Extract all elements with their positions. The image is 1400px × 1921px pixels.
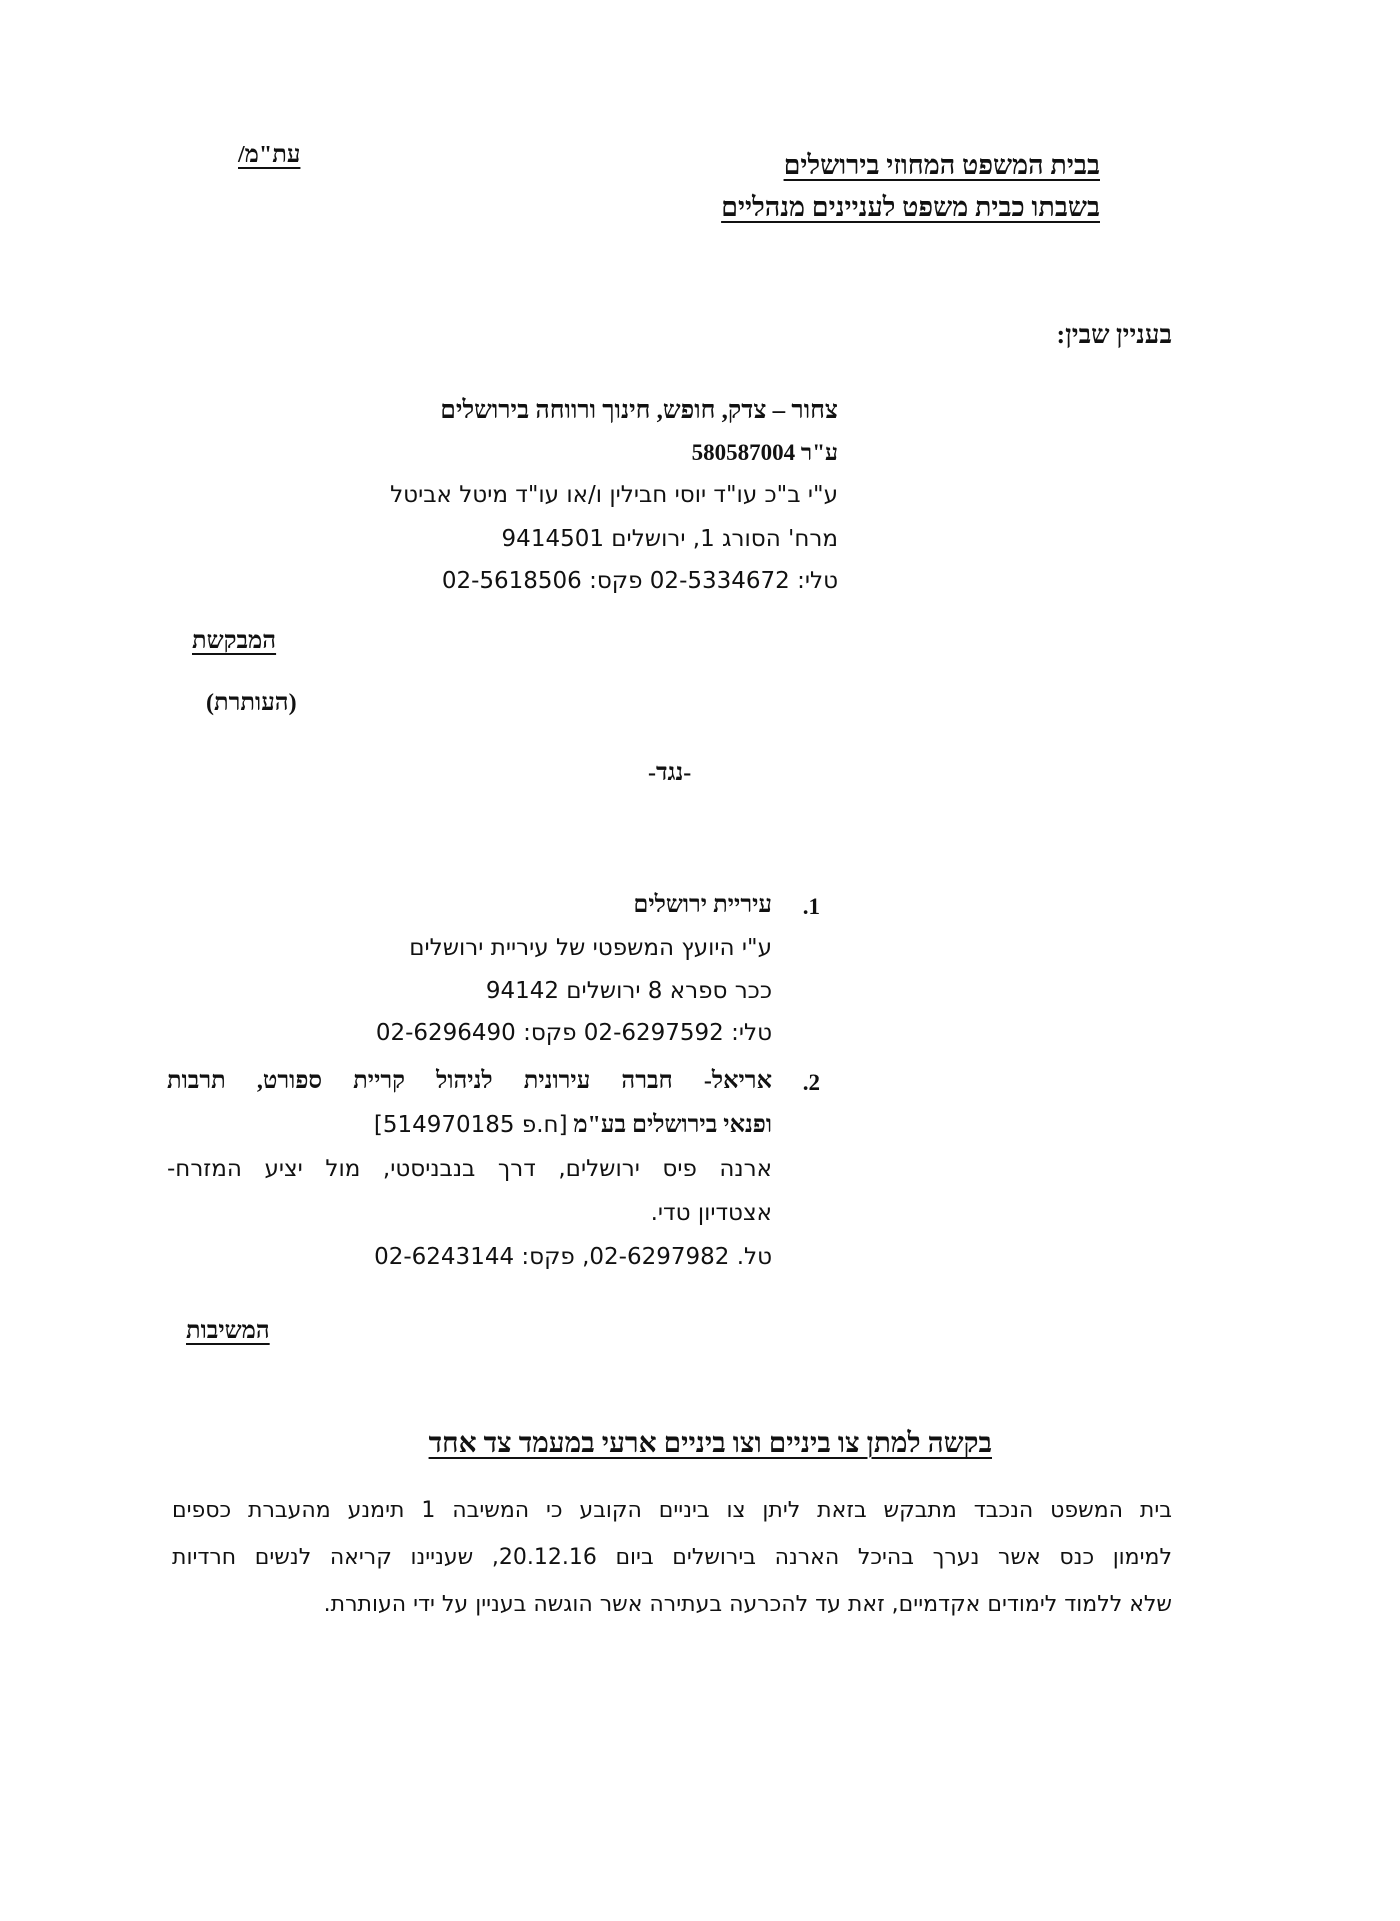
respondent-1-number: 1. bbox=[802, 894, 820, 919]
respondents-role-label: המשיבות bbox=[186, 1318, 270, 1344]
court-name: בבית המשפט המחוזי בירושלים bbox=[783, 150, 1100, 180]
petitioner-name: צחור – צדק, חופש, חינוך ורווחה בירושלים bbox=[440, 397, 838, 424]
court-capacity: בשבתו כבית משפט לעניינים מנהליים bbox=[721, 192, 1100, 222]
body-paragraph-line: שלא ללמוד לימודים אקדמיים, זאת עד להכרעה בעתירה אשר הוגשה בעניין על ידי העותרת. bbox=[323, 1592, 1172, 1617]
body-paragraph-line: בית המשפט הנכבד מתבקש בזאת ליתן צו ביניים הקובע כי המשיבה 1 תימנע מהעברת כספים bbox=[172, 1498, 1173, 1523]
petitioner-role-label: המבקשת bbox=[192, 628, 277, 654]
respondent-1-name: עיריית ירושלים bbox=[633, 892, 772, 918]
respondent-2-number: 2. bbox=[802, 1070, 820, 1095]
respondent-2-name-line1: אריאל- חברה עירונית לניהול קריית ספורט, תרבות bbox=[167, 1068, 772, 1094]
respondent-2-line: טל. 02-6297982, פקס: 02-6243144 bbox=[374, 1244, 772, 1270]
request-title: בקשה למתן צו ביניים וצו ביניים ארעי במעמד צד אחד bbox=[428, 1428, 992, 1459]
respondent-2-line: אצטדיון טדי. bbox=[650, 1200, 772, 1226]
respondent-2-name-line2 bbox=[374, 1112, 772, 1139]
petitioner-role-sublabel: (העותרת) bbox=[206, 690, 297, 716]
petitioner-phone-fax: טלי: 02-5334672 פקס: 02-5618506 bbox=[441, 568, 838, 594]
respondent-1-line: ע"י היועץ המשפטי של עיריית ירושלים bbox=[409, 935, 772, 961]
petitioner-address: מרח' הסורג 1, ירושלים 9414501 bbox=[501, 526, 838, 552]
respondent-2-name-bold: ופנאי בירושלים בע"מ bbox=[573, 1112, 772, 1138]
respondent-2-line: ארנה פיס ירושלים, דרך בנבניסטי, מול יציע המזרח- bbox=[167, 1156, 772, 1182]
case-number: עת"מ/ bbox=[238, 142, 301, 168]
versus-label: -נגד- bbox=[648, 760, 692, 786]
respondent-1-line: טלי: 02-6297592 פקס: 02-6296490 bbox=[375, 1020, 772, 1046]
body-paragraph-line: למימון כנס אשר נערך בהיכל הארנה בירושלים ביום 20.12.16, שעניינו קריאה לנשים חרדיות bbox=[172, 1545, 1172, 1570]
between-label: בעניין שבין: bbox=[1056, 320, 1172, 349]
petitioner-counsel: ע"י ב"כ עו"ד יוסי חבילין ו/או עו"ד מיטל אביטל bbox=[390, 482, 838, 508]
respondent-1-line: ככר ספרא 8 ירושלים 94142 bbox=[485, 978, 772, 1004]
petitioner-registration: ע"ר 580587004 bbox=[691, 440, 838, 465]
respondent-2-company-id: [ח.פ 514970185] bbox=[373, 1112, 568, 1138]
